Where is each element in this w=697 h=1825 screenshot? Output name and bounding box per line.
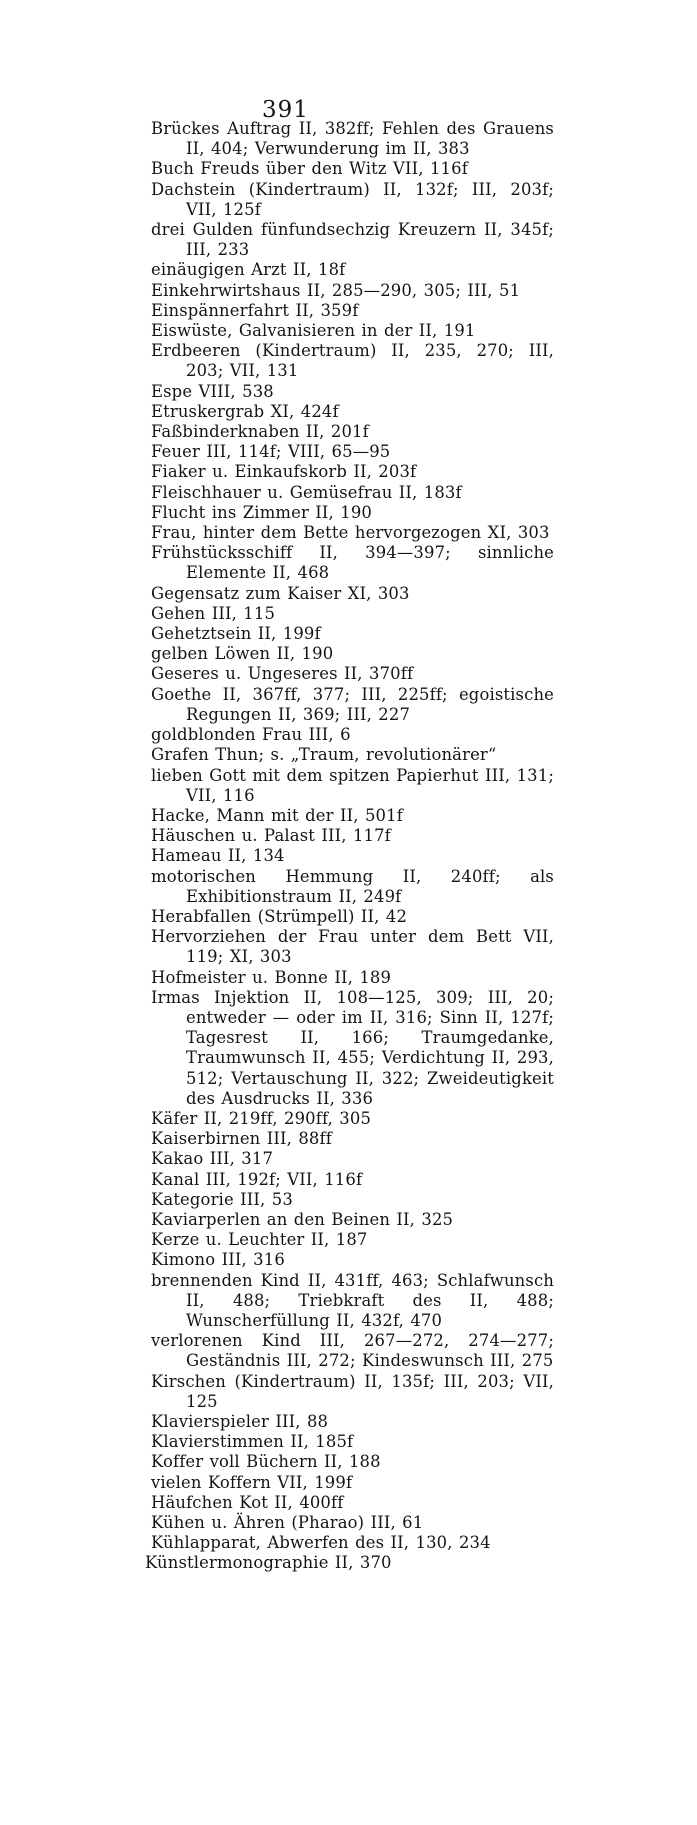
index-entry: Kühlapparat, Abwerfen des II, 130, 234 [151,1533,491,1553]
index-entry: Dachstein (Kindertraum) II, 132f; III, 203f; VII, 125f [151,179,554,219]
index-entry: verlorenen Kind III, 267—272, 274—277; Geständnis III, 272; Kindeswunsch III, 275 [151,1331,554,1371]
index-entry: Kerze u. Leuchter II, 187 [151,1230,368,1250]
index-entry: goldblonden Frau III, 6 [151,725,351,745]
index-entry: Etruskergrab XI, 424f [151,401,339,421]
index-entry: Kanal III, 192f; VII, 116f [151,1169,363,1189]
index-entry: Kakao III, 317 [151,1149,274,1169]
index-entry: Gehen III, 115 [151,603,276,623]
index-entry: Geseres u. Ungeseres II, 370ff [151,664,414,684]
index-entry: Kühen u. Ähren (Pharao) III, 61 [151,1513,424,1533]
index-entry: Grafen Thun; s. „Traum, revolutionärer“ [151,745,497,765]
index-entry: Espe VIII, 538 [151,381,274,401]
index-entry: Frau, hinter dem Bette hervorgezogen XI, 303 [151,523,550,543]
index-entry: Klavierstimmen II, 185f [151,1432,354,1452]
index-entry: vielen Koffern VII, 199f [151,1472,353,1492]
index-entry: Häuschen u. Palast III, 117f [151,826,391,846]
index-entry: Käfer II, 219ff, 290ff, 305 [151,1108,372,1128]
index-entry: Brückes Auftrag II, 382ff; Fehlen des Grauens II, 404; Verwunderung im II, 383 [151,119,554,159]
index-entry: Einkehrwirtshaus II, 285—290, 305; III, 51 [151,280,521,300]
page-number: 391 [262,97,309,123]
index-entry: drei Gulden fünfundsechzig Kreuzern II, 345f; III, 233 [151,220,554,260]
index-entry: Faßbinderknaben II, 201f [151,422,369,442]
index-entry: gelben Löwen II, 190 [151,644,334,664]
index-entry: Hofmeister u. Bonne II, 189 [151,967,392,987]
index-list [145,119,554,1574]
index-entry: Hameau II, 134 [151,846,285,866]
index-entry: Koffer voll Büchern II, 188 [151,1452,381,1472]
index-entry: Klavierspieler III, 88 [151,1412,329,1431]
index-entry: Künstlermonographie II, 370 [145,1553,392,1573]
index-entry: lieben Gott mit dem spitzen Papierhut III, 131; VII, 116 [151,765,554,805]
index-entry: Frühstücksschiff II, 394—397; sinnliche Elemente II, 468 [151,543,554,583]
index-entry: Kaviarperlen an den Beinen II, 325 [151,1209,454,1229]
index-entry: Gegensatz zum Kaiser XI, 303 [151,583,410,603]
index-entry: Kimono III, 316 [151,1250,285,1270]
index-entry: einäugigen Arzt II, 18f [151,260,346,280]
index-entry: Irmas Injektion II, 108—125, 309; III, 20; entweder — oder im II, 316; Sinn II, 127f; Tagesrest II, 166; Traumgedanke, Traumwunsch II, 455; Verdichtung II, 293, 512; Vertauschung II, 322; Zweideutigkeit des Ausdrucks II, 336 [151,987,554,1108]
index-entry: Kirschen (Kindertraum) II, 135f; III, 203; VII, 125 [151,1371,554,1411]
index-entry: motorischen Hemmung II, 240ff; als Exhibitionstraum II, 249f [151,866,554,906]
index-entry: Erdbeeren (Kindertraum) II, 235, 270; III, 203; VII, 131 [151,341,554,381]
index-entry: Goethe II, 367ff, 377; III, 225ff; egoistische Regungen II, 369; III, 227 [151,684,554,724]
index-entry: Flucht ins Zimmer II, 190 [151,502,372,522]
index-entry: Eiswüste, Galvanisieren in der II, 191 [151,321,476,341]
index-entry: Gehetztsein II, 199f [151,624,321,644]
index-entry: Hervorziehen der Frau unter dem Bett VII, 119; XI, 303 [151,927,554,967]
index-entry: Herabfallen (Strümpell) II, 42 [151,906,408,926]
index-entry: Buch Freuds über den Witz VII, 116f [151,159,468,179]
index-entry: Kategorie III, 53 [151,1189,293,1209]
index-entry: Häufchen Kot II, 400ff [151,1492,344,1512]
index-entry: Einspännerfahrt II, 359f [151,300,359,320]
index-entry: Fiaker u. Einkaufskorb II, 203f [151,462,417,482]
index-entry: Feuer III, 114f; VIII, 65—95 [151,442,391,462]
index-entry: Fleischhauer u. Gemüsefrau II, 183f [151,482,462,502]
index-entry: brennenden Kind II, 431ff, 463; Schlafwunsch II, 488; Triebkraft des II, 488; Wunscherfüllung II, 432f, 470 [151,1270,554,1330]
index-entry: Hacke, Mann mit der II, 501f [151,805,403,825]
index-entry: Kaiserbirnen III, 88ff [151,1129,332,1149]
